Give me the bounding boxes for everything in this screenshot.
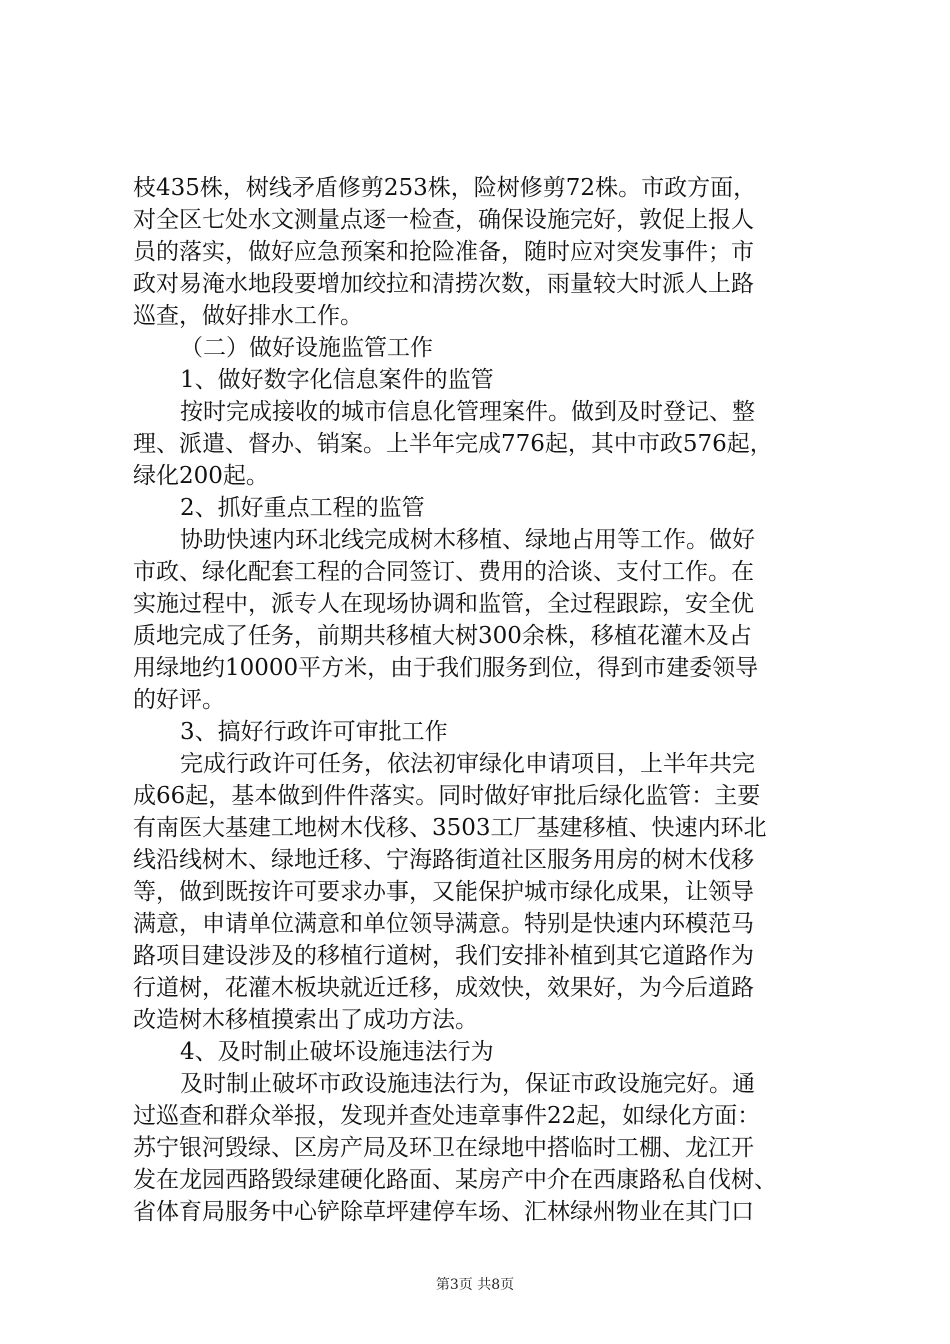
subsection-heading: 3、搞好行政许可审批工作 <box>180 719 448 745</box>
text-line: 路项目建设涉及的移植行道树，我们安排补植到其它道路作为 <box>133 943 754 969</box>
text-line: 政对易淹水地段要增加绞拉和清捞次数，雨量较大时派人上路 <box>133 271 754 297</box>
text-line: 发在龙园西路毁绿建硬化路面、某房产中介在西康路私自伐树、 <box>133 1167 777 1193</box>
text-line: 等，做到既按许可要求办事，又能保护城市绿化成果，让领导 <box>133 879 754 905</box>
text-line: 满意，申请单位满意和单位领导满意。特别是快速内环模范马 <box>133 911 754 937</box>
text-line: 行道树，花灌木板块就近迁移，成效快，效果好，为今后道路 <box>133 975 754 1001</box>
text-line: 按时完成接收的城市信息化管理案件。做到及时登记、整 <box>180 399 755 425</box>
text-line: 用绿地约10000平方米，由于我们服务到位，得到市建委领导 <box>133 655 759 681</box>
text-line: 理、派遣、督办、销案。上半年完成776起，其中市政576起， <box>133 431 773 457</box>
text-line: 对全区七处水文测量点逐一检查，确保设施完好，敦促上报人 <box>133 207 754 233</box>
text-line: 质地完成了任务，前期共移植大树300余株，移植花灌木及占 <box>133 623 752 649</box>
text-line: 枝435株，树线矛盾修剪253株，险树修剪72株。市政方面， <box>133 175 757 201</box>
text-line: 省体育局服务中心铲除草坪建停车场、汇林绿州物业在其门口 <box>133 1199 754 1225</box>
text-line: 完成行政许可任务，依法初审绿化申请项目，上半年共完 <box>180 751 755 777</box>
text-line: 绿化200起。 <box>133 463 269 489</box>
subsection-heading: 1、做好数字化信息案件的监管 <box>180 367 494 393</box>
body-text <box>133 172 833 1228</box>
text-line: 线沿线树木、绿地迁移、宁海路街道社区服务用房的树木伐移 <box>133 847 754 873</box>
text-line: 协助快速内环北线完成树木移植、绿地占用等工作。做好 <box>180 527 755 553</box>
text-line: 及时制止破坏市政设施违法行为，保证市政设施完好。通 <box>180 1071 755 1097</box>
subsection-heading: 2、抓好重点工程的监管 <box>180 495 425 521</box>
text-line: 有南医大基建工地树木伐移、3503工厂基建移植、快速内环北 <box>133 815 767 841</box>
page-footer <box>0 1275 950 1295</box>
subsection-heading: 4、及时制止破坏设施违法行为 <box>180 1039 494 1065</box>
text-line: 的好评。 <box>133 687 225 713</box>
page-number: 第3页 共8页 <box>435 1277 515 1293</box>
text-line: 成66起，基本做到件件落实。同时做好审批后绿化监管：主要 <box>133 783 761 809</box>
text-line: 实施过程中，派专人在现场协调和监管，全过程跟踪，安全优 <box>133 591 754 617</box>
text-line: 市政、绿化配套工程的合同签订、费用的洽谈、支付工作。在 <box>133 559 754 585</box>
text-line: 过巡查和群众举报，发现并查处违章事件22起，如绿化方面： <box>133 1103 761 1129</box>
text-line: 员的落实，做好应急预案和抢险准备，随时应对突发事件；市 <box>133 239 754 265</box>
text-line: 改造树木移植摸索出了成功方法。 <box>133 1007 478 1033</box>
text-line: 苏宁银河毁绿、区房产局及环卫在绿地中搭临时工棚、龙江开 <box>133 1135 754 1161</box>
section-heading: （二）做好设施监管工作 <box>180 335 433 361</box>
text-line: 巡查，做好排水工作。 <box>133 303 363 329</box>
